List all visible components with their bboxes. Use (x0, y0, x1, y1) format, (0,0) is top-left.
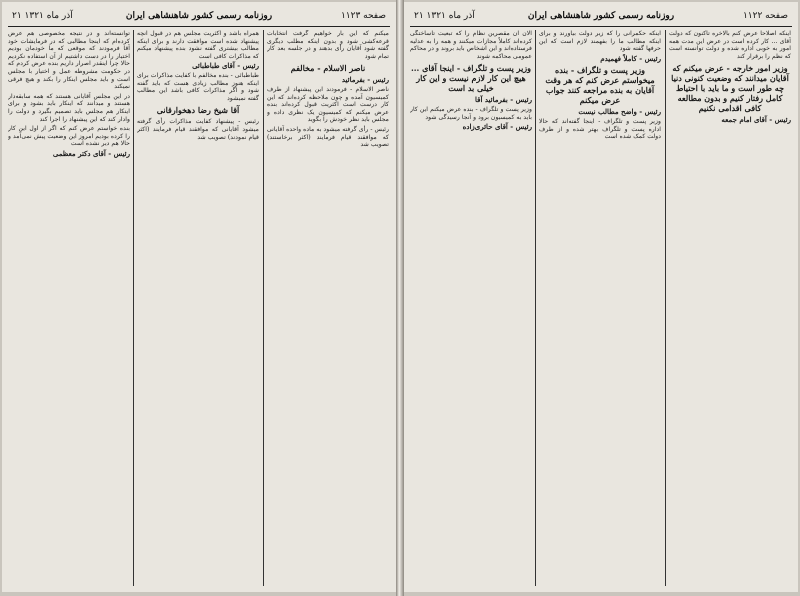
paragraph: اینکه حکمرانی را که زیر دولت بیاورند و برای اینکه مطالب ما را بفهمند لازم است که این حرفها گفته شود (539, 30, 661, 53)
speaker-line: رئیس - آقای حائری‌زاده (462, 122, 532, 132)
right-header-page-number: صفحه ۱۱۲۲ (742, 11, 788, 21)
left-page-column-1 (8, 30, 130, 586)
paragraph: الان آن مقصرین نظام را که تبعیت تاساختگی کرده‌اند کاملاً مجازات میکنند و همه را به عدلیه فرستاده‌اند و این اشخاص باید بروند و در محاکم عمومی محاکمه شوند (410, 30, 532, 60)
right-page-column-3 (669, 30, 791, 586)
paragraph: وزیر پست و تلگراف - بنده عرض میکنم این کار باید به کمیسیون برود و آنجا رسیدگی شود (410, 105, 532, 121)
left-page-header (8, 8, 390, 27)
paragraph: ناصر الاسلام - فرمودند این پیشنهاد از طرف کمیسیون آمده و چون ملاحظه کرده‌اند که این کار درست است اکثریت قبول کرده‌اند بنده عرض میکنم که کمیسیون یک نظری داده و مجلس باید نظر خودش را بگوید (267, 85, 389, 124)
column-divider (133, 30, 134, 586)
speaker-heading: ناصر الاسلام - مخالفم (290, 63, 366, 74)
column-divider (535, 30, 536, 586)
speaker-heading: آقا شیخ رضا دهخوارقانی (156, 105, 240, 116)
speaker-line: رئیس - آقای امام جمعه (721, 115, 791, 125)
speaker-line: رئیس - کاملاً فهمیدم (600, 53, 661, 63)
paragraph: توانسته‌اند و در نتیجه مخصوصی هم عرض کرده‌ام که اینجا مطالبی که در فرمایشات خود آقا فرمودند که موقعی که ما خودمان بودیم اختیار را در دست داشتیم از آن استفاده نکردیم حالا چرا اینقدر اصرار داریم بنده عرض کردم که در حکومت مشروطه عمل و اختیار با مجلس است و باید مجلس اینکار را بکند و هیچ فرقی نمیکند (8, 30, 130, 91)
speaker-line: رئیس - بفرمائید (341, 75, 389, 85)
right-page-column-1 (410, 30, 532, 586)
left-header-date: ۲۱ آذر ماه ۱۳۲۱ (12, 11, 73, 21)
paragraph: بنده خواستم عرض کنم که اگر از اول این کار را کرده بودیم امروز این وضعیت پیش نمی‌آمد و حالا هم دیر نشده است (8, 125, 130, 148)
paragraph: همراه باشد و اکثریت مجلس هم در قبول آنچه پیشنهاد شده است موافقت دارند و برای اینکه مطالب بیشتری گفته نشود بنده پیشنهاد میکنم که مذاکرات کافی است (137, 30, 259, 60)
right-page-column-2 (539, 30, 661, 586)
speaker-heading: وزیر امور خارجه - عرض میکنم که آقایان میدانند که وضعیت کنونی دنیا چه طور است و ما باید با احتیاط کامل رفتار کنیم و بدون مطالعه کافی اقدامی نکنیم (671, 63, 789, 114)
book-gutter (396, 0, 404, 596)
left-page (2, 2, 396, 592)
paragraph: در این مجلس آقایانی هستند که همه سابقه‌دار هستند و میدانند که اینکار باید بشود و برای اینکار هم مجلس باید تصمیم بگیرد و دولت را وادار کند که این پیشنهاد را اجرا کند (8, 92, 130, 123)
left-header-title: روزنامه رسمی کشور شاهنشاهی ایران (125, 11, 273, 21)
paragraph: وزیر پست و تلگراف - اینجا گفته‌اند که حالا اداره پست و تلگراف بهتر شده و از طرف دولت کمک شده است (539, 117, 661, 141)
paragraph: طباطبائی - بنده مخالفم با کفایت مذاکرات برای اینکه هنوز مطالب زیادی هست که باید گفته شود و اگر مذاکرات کافی باشد این مطالب گفته نمیشود (137, 71, 259, 102)
speaker-heading: وزیر پست و تلگراف - بنده میخواستم عرض کنم که هر وقت آقایان به بنده مراجعه کنند جواب عرض میکنم (545, 65, 655, 106)
paragraph: رئیس - پیشنهاد کفایت مذاکرات رأی گرفته میشود آقایانی که موافقند قیام فرمایند (اکثر قیام نمودند) تصویب شد (137, 118, 259, 141)
left-page-column-3 (267, 30, 389, 586)
paragraph: میکنم که این بار خواهیم گرفت انتخابات قرعه‌کشی شود و بدون اینکه مطلب دیگری گفته شود آقایان رأی بدهند و در جلسه بعد کار تمام شود (267, 30, 389, 60)
right-header-title: روزنامه رسمی کشور شاهنشاهی ایران (527, 11, 675, 21)
paragraph: رئیس - رأی گرفته میشود به ماده واحده آقایانی که موافقند قیام فرمایند (اکثر برخاستند) تصویب شد (267, 125, 389, 149)
column-divider (665, 30, 666, 586)
speaker-heading: وزیر پست و تلگراف - اینجا آقای ... هیچ این کار لازم نیست و این کار خیلی بد است (410, 63, 532, 94)
left-header-page-number: صفحه ۱۱۲۳ (340, 11, 386, 21)
speaker-line: رئیس - آقای طباطبائی (192, 61, 259, 71)
speaker-line: رئیس - بفرمائید آقا (475, 95, 532, 105)
speaker-line: رئیس - واضح مطالب نیست (578, 107, 661, 117)
right-page (404, 2, 798, 592)
left-page-column-2 (137, 30, 259, 586)
right-page-header (410, 8, 792, 27)
paragraph: اینکه اصلاحاً عرض کنم بالاخره تاکنون که دولت آقای ... کار کرده است در عرض این مدت همه امور به خوبی اداره شده و دولت توانسته است که نظم را برقرار کند (669, 30, 791, 60)
right-header-date: ۲۱ آذر ماه ۱۳۲۱ (414, 11, 475, 21)
speaker-line: رئیس - آقای دکتر معظمی (52, 148, 130, 158)
column-divider (263, 30, 264, 586)
